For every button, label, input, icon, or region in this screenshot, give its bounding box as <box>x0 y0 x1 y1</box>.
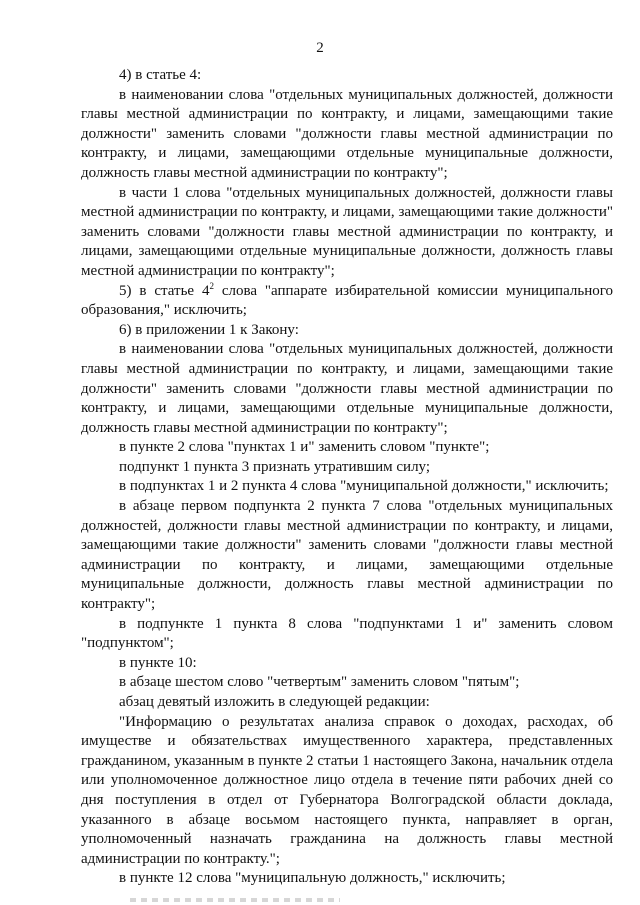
item-6-prefix: 6) в <box>119 321 147 338</box>
paragraph: в абзаце шестом слово "четвертым" заменить словом "пятым"; <box>119 674 520 691</box>
paragraph: в наименовании слова "отдельных муниципальных должностей, должности главы местной администрации по контракту, и лицами, замещающими такие должности" заменить словами "должности главы местной администрации по контракту, и лицами, замещающими отдельные муниципальные должности, должность главы местной администрации по контракту"; <box>81 86 613 181</box>
item-6-text: приложении 1 к Закону: <box>146 321 299 338</box>
paragraph: 4) в статье 4: <box>119 67 202 83</box>
article-4-2-suffix: слова "аппарате избирательной комиссии муниципального образования," исключить; <box>81 282 613 319</box>
paragraph: в абзаце первом подпункта 2 пункта 7 слова "отдельных муниципальных должностей, должности главы местной администрации по контракту, и лицами, замещающими такие должности" заменить словами "должности главы местной администрации по контракту, и лицами, замещающими отдельные муниципальные должности, должность главы местной администрации по контракту"; <box>81 498 613 613</box>
paragraph: абзац девятый изложить в следующей редакции: <box>119 694 430 710</box>
quoted-paragraph: "Информацию о результатах анализа справок о доходах, расходах, об имуществе и обязательствах имущественного характера, представленных гражданином, указанным в пункте 2 статьи 1 настоящего Закона, начальник отдела или уполномоченное должностное лицо отдела в течение пяти рабочих дней со дня поступления в отдел от Губернатора Волгоградской области доклада, указанного в абзаце восьмом настоящего пункта, направляет в орган, уполномоченный назначать гражданина на должность главы местной администрации по контракту."; <box>81 713 613 867</box>
paragraph: в подпунктах 1 и 2 пункта 4 слова "муниципальной должности," исключить; <box>119 478 609 495</box>
paragraph: в пункте 2 слова "пунктах 1 и" заменить словом "пункте"; <box>119 439 490 456</box>
paragraph: подпункт 1 пункта 3 признать утратившим силу; <box>119 458 431 475</box>
paragraph: в части 1 слова "отдельных муниципальных должностей, должности главы местной администрации по контракту, и лицами, замещающими такие должности" заменить словами "должности главы местной администрации по контракту, и лицами, замещающими отдельные муниципальные должности, должность главы местной администрации по контракту"; <box>81 184 613 279</box>
paragraph: в пункте 12 слова "муниципальную должность," исключить; <box>119 870 506 887</box>
paragraph: в подпункте 1 пункта 8 слова "подпунктами 1 и" заменить словом "подпунктом"; <box>81 615 613 652</box>
paragraph: в пункте 10: <box>119 654 197 671</box>
article-4-2-superscript: 2 <box>209 280 214 291</box>
article-4-2-prefix: 5) в статье 4 <box>119 282 210 299</box>
paragraph-article-4-2 <box>81 282 613 321</box>
page-number: 2 <box>316 40 324 56</box>
scan-artifact <box>130 898 340 902</box>
paragraph: в наименовании слова "отдельных муниципальных должностей, должности главы местной администрации по контракту, и лицами, замещающими такие должности" заменить словами "должности главы местной администрации по контракту, и лицами, замещающими отдельные муниципальные должности, должность главы местной администрации по контракту"; <box>81 341 613 436</box>
paragraph-item-6 <box>81 321 613 341</box>
document-body <box>81 66 613 889</box>
